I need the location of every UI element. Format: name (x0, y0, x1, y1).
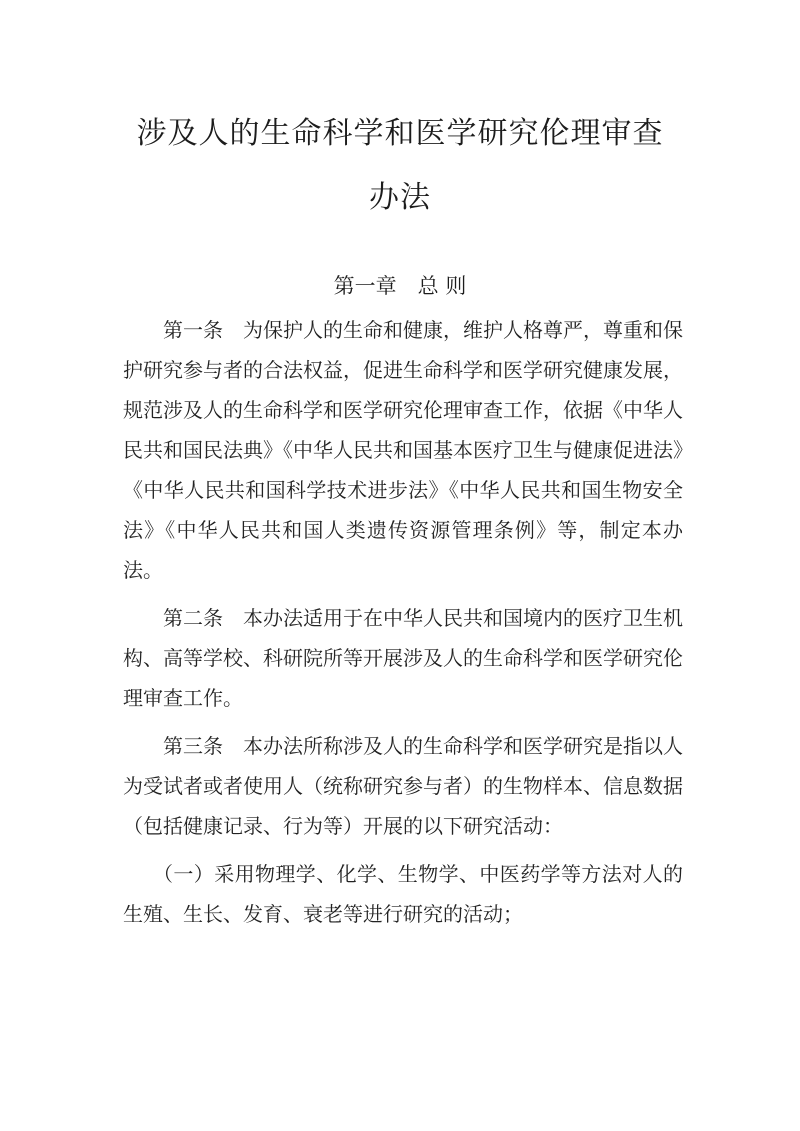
chapter-heading: 第一章 总 则 (333, 274, 467, 298)
document-body (123, 310, 683, 942)
article-2-paragraph: 第二条 本办法适用于在中华人民共和国境内的医疗卫生机构、高等学校、科研院所等开展涉及人的生命科学和医学研究伦理审查工作。 (123, 606, 683, 710)
article-3-item-1: （一）采用物理学、化学、生物学、中医药学等方法对人的生殖、生长、发育、衰老等进行研究的活动； (123, 862, 683, 926)
document-title-line-2: 办法 (369, 180, 431, 215)
article-3-paragraph: 第三条 本办法所称涉及人的生命科学和医学研究是指以人为受试者或者使用人（统称研究参与者）的生物样本、信息数据（包括健康记录、行为等）开展的以下研究活动： (123, 734, 683, 838)
document-title-line-1: 涉及人的生命科学和医学研究伦理审查 (136, 116, 664, 151)
article-1-paragraph: 第一条 为保护人的生命和健康，维护人格尊严，尊重和保护研究参与者的合法权益，促进生命科学和医学研究健康发展，规范涉及人的生命科学和医学研究伦理审查工作，依据《中华人民共和国民法典》《中华人民共和国基本医疗卫生与健康促进法》《中华人民共和国科学技术进步法》《中华人民共和国生物安全法》《中华人民共和国人类遗传资源管理条例》等，制定本办法。 (123, 318, 683, 582)
